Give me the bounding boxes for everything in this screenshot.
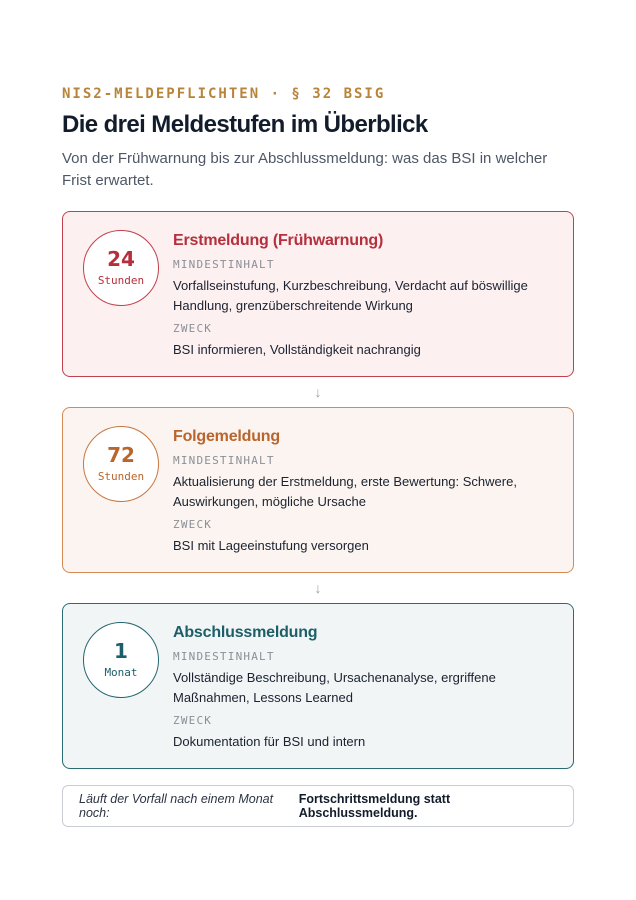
purpose-label: ZWECK xyxy=(173,518,213,531)
footnote-box xyxy=(62,785,574,827)
stage-card-erstmeldung xyxy=(62,211,574,377)
content-text: Vollständige Beschreibung, Ursachenanalyse, ergriffene Maßnahmen, Lessons Learned xyxy=(173,670,496,705)
purpose-label: ZWECK xyxy=(173,322,213,335)
deadline-number: 72 xyxy=(107,443,135,467)
content-label: MINDESTINHALT xyxy=(173,650,275,663)
page-title: Die drei Meldestufen im Überblick xyxy=(62,111,428,138)
purpose-label: ZWECK xyxy=(173,714,213,727)
content-label: MINDESTINHALT xyxy=(173,258,275,271)
stage-title: Erstmeldung (Frühwarnung) xyxy=(173,232,384,249)
footnote-lead: Läuft der Vorfall nach einem Monat noch: xyxy=(79,792,274,820)
stage-title: Folgemeldung xyxy=(173,428,280,445)
page-subtitle: Von der Frühwarnung bis zur Abschlussmeldung: was das BSI in welcher Frist erwartet. xyxy=(62,150,548,189)
content-text: Vorfallseinstufung, Kurzbeschreibung, Verdacht auf böswillige Handlung, grenzüberschreitende Wirkung xyxy=(173,278,528,313)
stage-card-abschlussmeldung xyxy=(62,603,574,769)
deadline-unit: Stunden xyxy=(97,274,145,287)
eyebrow: NIS2-MELDEPFLICHTEN · § 32 BSIG xyxy=(62,86,386,102)
purpose-text: Dokumentation für BSI und intern xyxy=(173,734,366,749)
arrow-down-icon: ↓ xyxy=(314,384,322,400)
deadline-unit: Monat xyxy=(104,666,138,679)
deadline-badge xyxy=(83,426,159,502)
arrow-down-icon: ↓ xyxy=(314,580,322,596)
stage-title: Abschlussmeldung xyxy=(173,624,318,641)
footnote-emphasis: Fortschrittsmeldung statt Abschlussmeldung. xyxy=(298,792,451,820)
deadline-number: 1 xyxy=(114,639,128,663)
purpose-text: BSI mit Lageeinstufung versorgen xyxy=(173,538,369,553)
deadline-badge xyxy=(83,230,159,306)
deadline-badge xyxy=(83,622,159,698)
deadline-unit: Stunden xyxy=(97,470,145,483)
content-text: Aktualisierung der Erstmeldung, erste Bewertung: Schwere, Auswirkungen, mögliche Ursache xyxy=(173,474,517,509)
deadline-number: 24 xyxy=(107,247,135,271)
content-label: MINDESTINHALT xyxy=(173,454,275,467)
purpose-text: BSI informieren, Vollständigkeit nachrangig xyxy=(173,342,421,357)
stage-card-folgemeldung xyxy=(62,407,574,573)
